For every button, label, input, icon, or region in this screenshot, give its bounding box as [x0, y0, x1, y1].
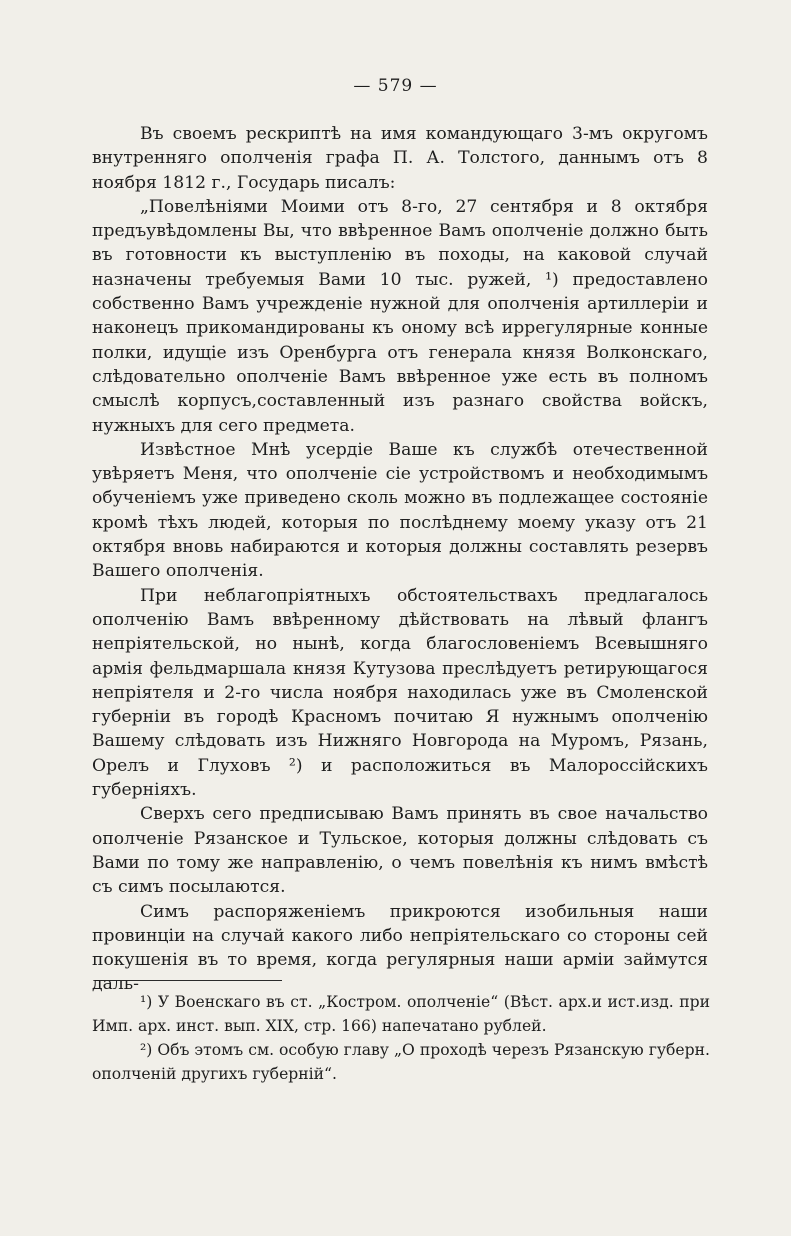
paragraph-quote-2: Извѣстное Мнѣ усердіе Ваше къ службѣ отечественной увѣряетъ Меня, что ополченіе сіе устройствомъ и необходимымъ обученіемъ уже приведено сколь можно въ подлежащее состояніе кромѣ тѣхъ людей, которыя по послѣднему моему указу отъ 21 октября вновь набираются и которыя должны составлять резервъ Вашего ополченія.: [92, 439, 708, 582]
main-text: [92, 122, 708, 997]
paragraph-quote-1: „Повелѣніями Моими отъ 8-го, 27 сентября и 8 октября предъувѣдомлены Вы, что ввѣренное Вамъ ополченіе должно быть въ готовности къ выступленію въ походы, на каковой случай назначены требуемыя Вами 10 тыс. ружей, ¹) предоставлено собственно Вамъ учрежденіе нужной для ополченія артиллеріи и наконецъ прикомандированы къ оному всѣ иррегулярные конные полки, идущіе изъ Оренбурга отъ генерала князя Волконскаго, слѣдовательно ополченіе Вамъ ввѣренное уже есть въ полномъ смыслѣ корпусъ,составленный изъ разнаго свойства войскъ, нужныхъ для сего предмета.: [92, 196, 708, 436]
footnote-2: ²) Объ этомъ см. особую главу „О проходѣ черезъ Рязанскую губерн. ополченій другихъ губерній“.: [92, 1041, 710, 1083]
paragraph-quote-3: При неблагопріятныхъ обстоятельствахъ предлагалось ополченію Вамъ ввѣренному дѣйствовать на лѣвый флангъ непріятельской, но нынѣ, когда благословеніемъ Всевышняго армія фельдмаршала князя Кутузова преслѣдуетъ ретирующагося непріятеля и 2-го числа ноября находилась уже въ Смоленской губерніи въ городѣ Красномъ почитаю Я нужнымъ ополченію Вашему слѣдовать изъ Нижняго Новгорода на Муромъ, Рязань, Орелъ и Глуховъ ²) и расположиться въ Малороссійскихъ губерніяхъ.: [92, 585, 708, 801]
page-number: — 579 —: [353, 76, 438, 96]
footnote-1: ¹) У Военскаго въ ст. „Костром. ополченіе“ (Вѣст. арх.и ист.изд. при Имп. арх. инст. вып. XIX, стр. 166) напечатано рублей.: [92, 993, 710, 1035]
footnotes: [92, 990, 710, 1086]
paragraph-intro: Въ своемъ рескриптѣ на имя командующаго 3-мъ округомъ внутренняго ополченія графа П. А. Толстого, даннымъ отъ 8 ноября 1812 г., Государь писалъ:: [92, 124, 708, 193]
paragraph-quote-4: Сверхъ сего предписываю Вамъ принять въ свое начальство ополченіе Рязанское и Тульское, которыя должны слѣдовать съ Вами по тому же направленію, о чемъ повелѣнія къ нимъ вмѣстѣ съ симъ посылаются.: [92, 804, 708, 898]
paragraph-quote-5: Симъ распоряженіемъ прикроются изобильныя наши провинціи на случай какого либо непріятельскаго со стороны сей покушенія въ то время, когда регулярныя наши арміи займутся даль-: [92, 901, 708, 995]
footnote-divider: [100, 980, 282, 981]
